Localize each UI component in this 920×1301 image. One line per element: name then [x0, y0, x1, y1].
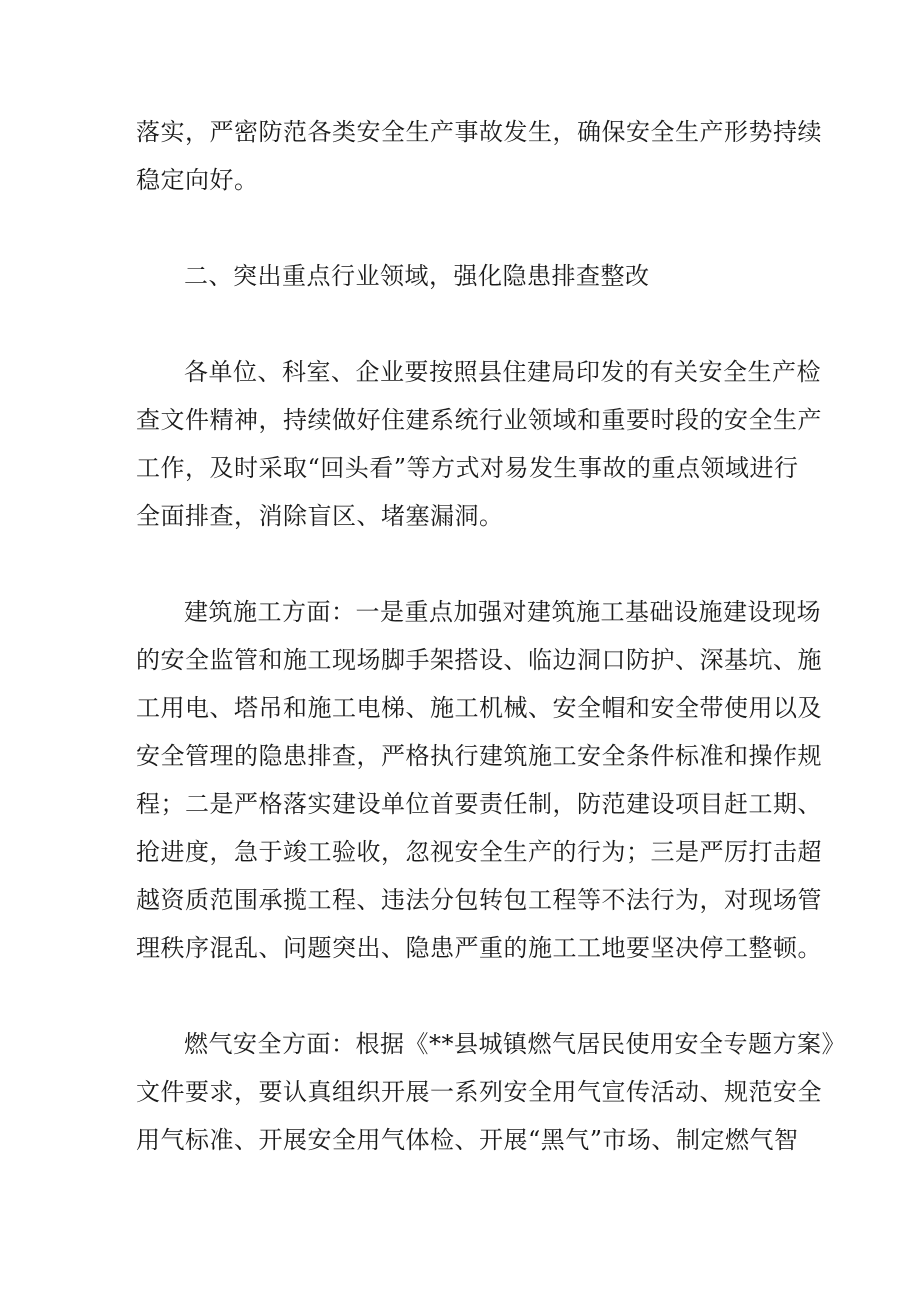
paragraph-line: 工作，及时采取“回头看”等方式对易发生事故的重点领域进行 [136, 454, 799, 482]
paragraph-line: 安全管理的隐患排查，严格执行建筑施工安全条件标准和操作规 [136, 742, 822, 770]
paragraph-line: 程；二是严格落实建设单位首要责任制，防范建设项目赶工期、 [136, 790, 822, 818]
paragraph-line: 稳定向好。 [136, 166, 259, 194]
paragraph-line: 燃气安全方面：根据《**县城镇燃气居民使用安全专题方案》 [184, 1030, 846, 1058]
paragraph-line: 全面排查，消除盲区、堵塞漏洞。 [136, 502, 504, 530]
paragraph-line: 的安全监管和施工现场脚手架搭设、临边洞口防护、深基坑、施 [136, 646, 822, 674]
paragraph-line: 用气标准、开展安全用气体检、开展“黑气”市场、制定燃气智 [136, 1126, 799, 1154]
paragraph-line: 各单位、科室、企业要按照县住建局印发的有关安全生产检 [184, 358, 821, 386]
section-heading: 二、突出重点行业领域，强化隐患排查整改 [184, 262, 650, 290]
paragraph-line: 理秩序混乱、问题突出、隐患严重的施工工地要坚决停工整顿。 [136, 934, 822, 962]
paragraph-line: 落实，严密防范各类安全生产事故发生，确保安全生产形势持续 [136, 118, 822, 146]
paragraph-line: 文件要求，要认真组织开展一系列安全用气宣传活动、规范安全 [136, 1078, 822, 1106]
paragraph-line: 查文件精神，持续做好住建系统行业领域和重要时段的安全生产 [136, 406, 822, 434]
paragraph-line: 建筑施工方面：一是重点加强对建筑施工基础设施建设现场 [184, 598, 821, 626]
paragraph-line: 工用电、塔吊和施工电梯、施工机械、安全帽和安全带使用以及 [136, 694, 822, 722]
paragraph-line: 越资质范围承揽工程、违法分包转包工程等不法行为，对现场管 [136, 886, 822, 914]
paragraph-line: 抢进度，急于竣工验收，忽视安全生产的行为；三是严厉打击超 [136, 838, 822, 866]
